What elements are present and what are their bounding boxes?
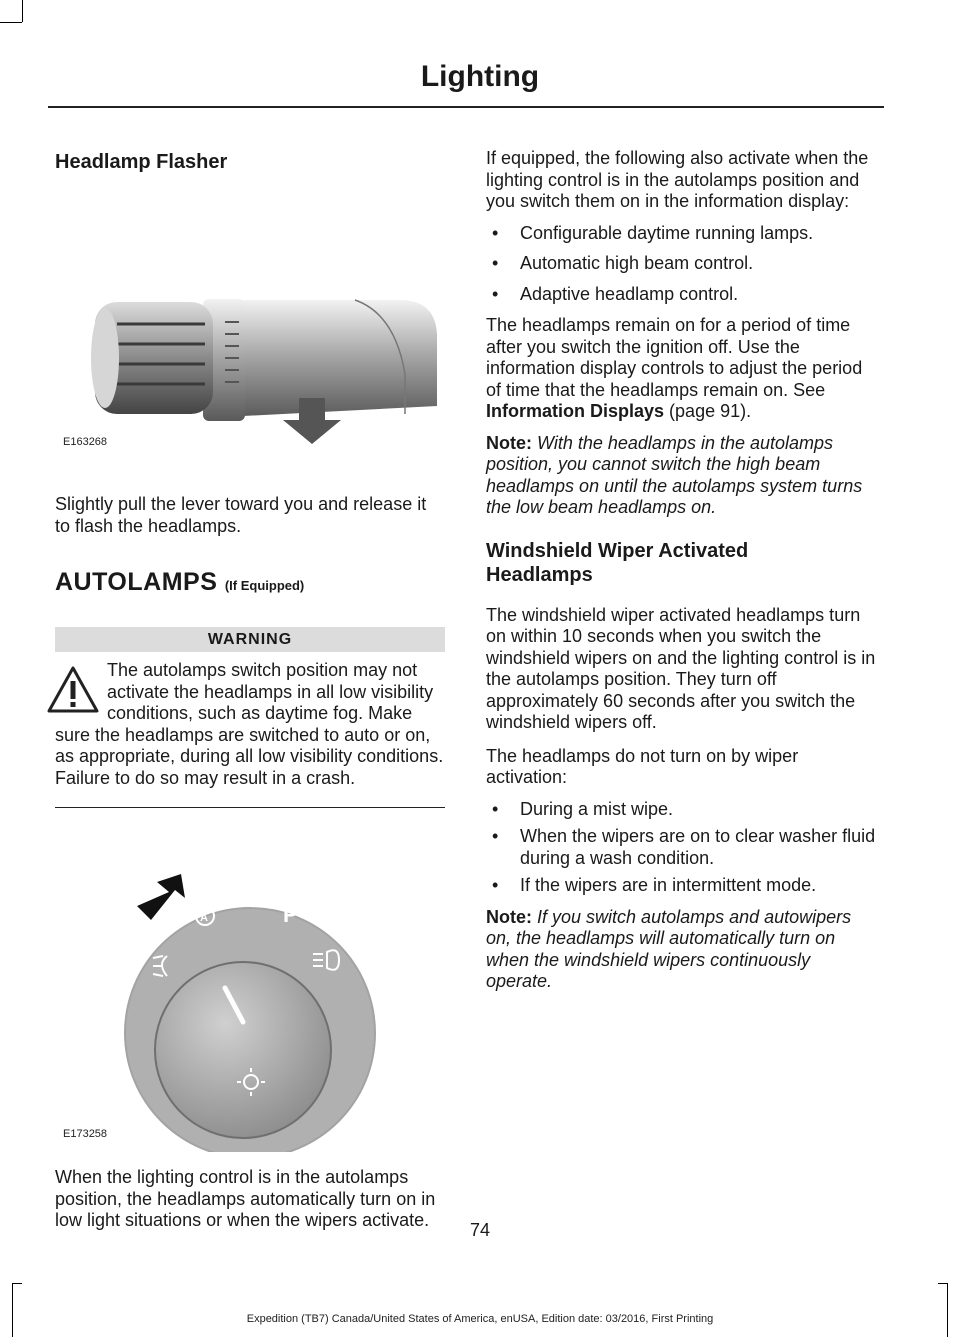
if-equipped-label: (If Equipped) — [224, 578, 305, 593]
lighting-dial-illustration — [55, 822, 445, 1152]
right-column — [486, 144, 880, 993]
note-1: Note: With the headlamps in the autolamps position, you cannot switch the high beam headlamps on until the autolamps system turns the low beam headlamps on. — [486, 432, 863, 517]
list-item: • During a mist wipe. — [492, 798, 674, 819]
wiper-paragraph: The windshield wiper activated headlamps turn on within 10 seconds when you switch the windshield wipers on and the lighting control is in the autolamps position. They turn off approximately 60 seconds after you switch the windshield wipers off. — [486, 604, 876, 732]
note-2: Note: If you switch autolamps and autowipers on, the headlamps will automatically turn on when the windshield wipers continuously operate. — [486, 906, 852, 991]
list-item: • Automatic high beam control. — [492, 253, 754, 273]
remain-paragraph: The headlamps remain on for a period of time after you switch the ignition off. Use the information display controls to adjust the period of time that the headlamps remain on. See Information Displays (page 91). — [486, 315, 863, 421]
note-label: Note: — [486, 906, 532, 927]
crop-mark — [12, 1283, 22, 1284]
autolamps-heading — [55, 567, 445, 601]
warning-title: WARNING — [55, 627, 445, 652]
page-number: 74 — [469, 1220, 491, 1240]
not-on-paragraph: The headlamps do not turn on by wiper activation: — [486, 745, 799, 787]
information-displays-link[interactable]: Information Displays — [486, 401, 665, 421]
left-column — [55, 144, 445, 1232]
warning-triangle-icon — [47, 664, 99, 716]
svg-text:P: P — [283, 902, 298, 927]
crop-mark — [12, 1283, 13, 1337]
lever-figure — [55, 174, 445, 454]
note-label: Note: — [486, 432, 532, 453]
page-title: Lighting — [420, 60, 540, 93]
crop-mark — [947, 1283, 948, 1337]
crop-mark — [0, 22, 22, 23]
flasher-heading: Headlamp Flasher — [55, 151, 228, 173]
list-item: • Configurable daytime running lamps. — [492, 222, 814, 243]
warning-text: The autolamps switch position may not activate the headlamps in all low visibility conditions, such as daytime fog. Make sure the headlamps are switched to auto or on, as appropriate, during all low visibility conditions. Failure to do so may result in a crash. — [55, 660, 444, 788]
autolamps-title: AUTOLAMPS — [55, 568, 218, 596]
control-paragraph: When the lighting control is in the autolamps position, the headlamps automatically turn on in low light situations or when the wipers activate. — [55, 1167, 436, 1230]
crop-mark — [938, 1283, 948, 1284]
page-reference: (page 91). — [669, 401, 752, 421]
wiper-heading: Windshield Wiper Activated Headlamps — [486, 539, 749, 586]
warning-box — [55, 627, 445, 808]
lighting-control-figure — [55, 822, 445, 1152]
list-item: • Adaptive headlamp control. — [492, 283, 739, 304]
edition-footer: Expedition (TB7) Canada/United States of America, enUSA, Edition date: 03/2016, First Printing — [246, 1313, 714, 1325]
feature-list — [486, 223, 880, 306]
flasher-paragraph: Slightly pull the lever toward you and release it to flash the headlamps. — [55, 494, 427, 536]
exception-list — [486, 799, 880, 897]
header-rule — [48, 106, 884, 108]
crop-mark — [22, 0, 23, 22]
svg-text:A: A — [200, 912, 208, 924]
intro-paragraph: If equipped, the following also activate when the lighting control is in the autolamps position and you switch them on in the information display: — [486, 148, 869, 211]
warning-rule — [55, 807, 445, 808]
list-item: • When the wipers are on to clear washer fluid during a wash condition. — [492, 826, 876, 868]
warning-body — [55, 660, 445, 789]
figure-id: E163268 — [63, 436, 108, 448]
lever-illustration — [55, 174, 445, 454]
figure-id: E173258 — [63, 1128, 108, 1140]
list-item: • If the wipers are in intermittent mode. — [492, 875, 817, 895]
